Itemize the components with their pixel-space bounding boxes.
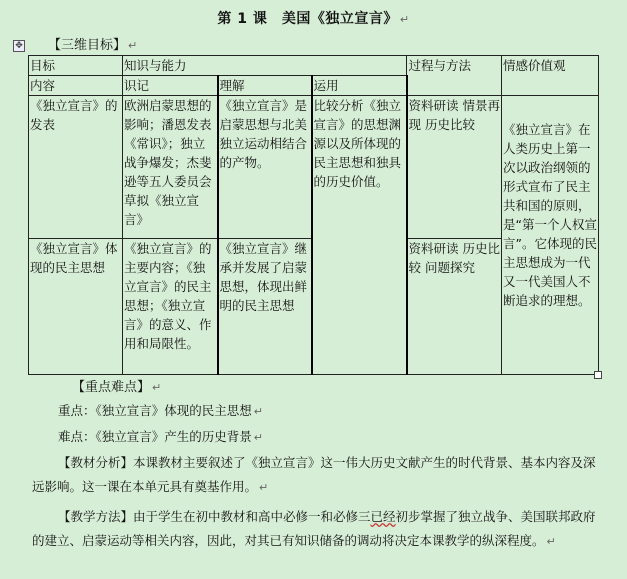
section-key-points: 【重点难点】 ↵ (72, 380, 162, 395)
focus-line: 重点：《独立宣言》体现的民主思想 ↵ (58, 403, 263, 418)
header-recognize: 识记 (123, 76, 218, 96)
header-knowledge: 知识与能力 (123, 56, 407, 76)
table-resize-handle-icon[interactable] (594, 371, 602, 379)
row1-understand: 《独立宣言》是启蒙思想与北美独立运动相结合的产物。 (218, 96, 312, 239)
paragraph-mark: ↵ (399, 13, 410, 26)
row1-emotion: 《独立宣言》在人类历史上第一次以政治纲领的形式宣布了民主共和国的原则，是“第一个人权宣言”。它体现的民主思想成为一代又一代美国人不断追求的理想。 (502, 96, 599, 375)
section-three-goals: 【三维目标】 ↵ (48, 38, 138, 53)
row1-recognize: 欧洲启蒙思想的影响；潘恩发表《常识》；独立战争爆发；杰斐逊等五人委员会草拟《独立宣言》 (123, 96, 218, 239)
spellcheck-underline: 已经 (370, 509, 396, 524)
page-title: 第 1 课 美国《独立宣言》 ↵ (217, 11, 410, 27)
row1-apply: 比较分析《独立宣言》的思想渊源以及所体现的民主思想和独具的历史价值。 (312, 96, 407, 375)
difficulty-line: 难点：《独立宣言》产生的历史背景 ↵ (58, 429, 263, 444)
header-apply: 运用 (312, 76, 407, 96)
analysis-paragraph: 【教材分析】本课教材主要叙述了《独立宣言》这一伟大历史文献产生的时代背景、基本内容及深远影响。这一课在本单元具有奠基作用。 ↵ (32, 455, 596, 494)
row1-process: 资料研读 情景再现 历史比较 (407, 96, 502, 239)
header-emotion: 情感价值观 (502, 56, 599, 96)
method-paragraph: 【教学方法】由于学生在初中教材和高中必修一和必修三已经初步掌握了独立战争、美国联邦政府的建立、启蒙运动等相关内容，因此，对其已有知识储备的调动将决定本课教学的纵深程度。 ↵ (32, 509, 596, 548)
table-move-handle-icon[interactable]: ✥ (13, 40, 25, 52)
row2-recognize: 《独立宣言》的主要内容；《独立宣言》的民主思想；《独立宣言》的意义、作用和局限性。 (123, 239, 218, 375)
row2-understand: 《独立宣言》继承并发展了启蒙思想，体现出鲜明的民主思想 (218, 239, 312, 375)
row2-process: 资料研读 历史比较 问题探究 (407, 239, 502, 375)
row2-content: 《独立宣言》体现的民主思想 (29, 239, 123, 375)
goals-table (28, 55, 599, 375)
header-goal: 目标 (29, 56, 123, 76)
header-process: 过程与方法 (407, 56, 502, 96)
header-content: 内容 (29, 76, 123, 96)
header-understand: 理解 (218, 76, 312, 96)
row1-content: 《独立宣言》的发表 (29, 96, 123, 239)
